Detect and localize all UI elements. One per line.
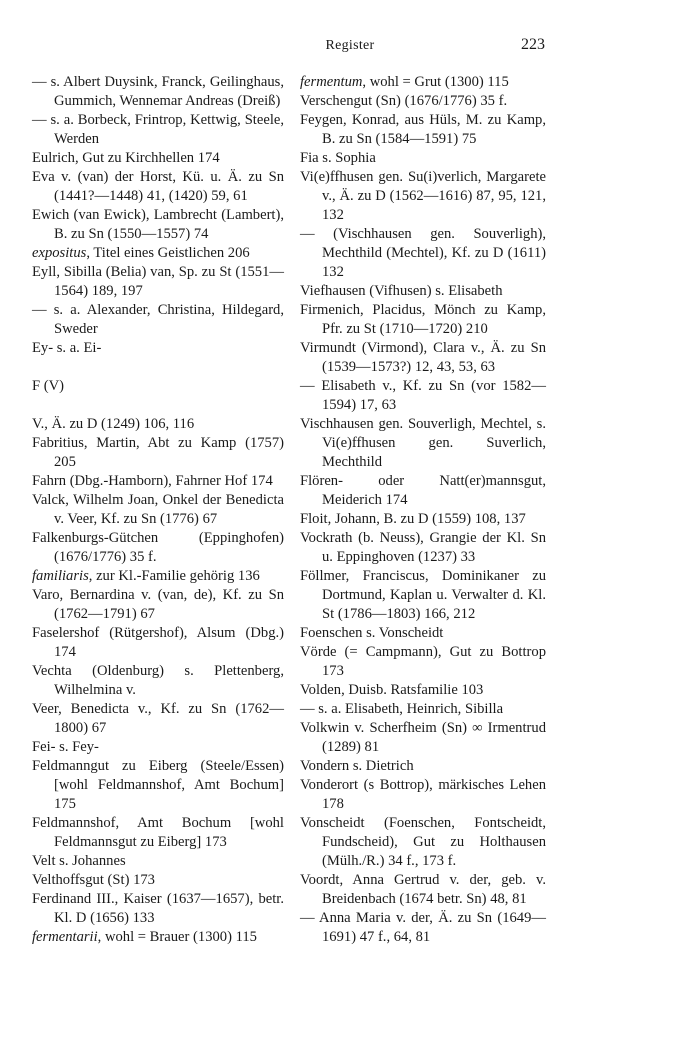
- index-entry: — Elisabeth v., Kf. zu Sn (vor 1582—1594) 17, 63: [300, 378, 546, 413]
- index-entry: Faselershof (Rütgershof), Alsum (Dbg.) 174: [32, 625, 284, 660]
- index-entry: Floit, Johann, B. zu D (1559) 108, 137: [300, 511, 526, 527]
- index-entry: Vischhausen gen. Souverligh, Mechtel, s. Vi(e)ffhusen gen. Suverlich, Mechthild: [300, 416, 546, 470]
- index-entry: [32, 244, 284, 263]
- index-entry: Fia s. Sophia: [300, 150, 376, 166]
- entry-rest: , wohl = Brauer (1300) 115: [97, 929, 257, 945]
- section-heading: F (V): [32, 378, 65, 394]
- index-entry: Eulrich, Gut zu Kirchhellen 174: [32, 150, 220, 166]
- index-entry: Virmundt (Virmond), Clara v., Ä. zu Sn (1539—1573?) 12, 43, 53, 63: [300, 340, 546, 375]
- index-entry: Feldmannshof, Amt Bochum [wohl Feldmannsgut zu Eiberg] 173: [32, 815, 284, 850]
- index-entry: Eva v. (van) der Horst, Kü. u. Ä. zu Sn (1441?—1448) 41, (1420) 59, 61: [32, 169, 284, 204]
- entry-rest: , Titel eines Geistlichen 206: [86, 245, 250, 261]
- index-entry: Ey- s. a. Ei-: [32, 340, 102, 356]
- index-entry: — s. a. Alexander, Christina, Hildegard, Sweder: [32, 302, 284, 337]
- index-entry: Fahrn (Dbg.-Hamborn), Fahrner Hof 174: [32, 473, 273, 489]
- index-entry: Voordt, Anna Gertrud v. der, geb. v. Breidenbach (1674 betr. Sn) 48, 81: [300, 872, 546, 907]
- index-entry: Velt s. Johannes: [32, 853, 126, 869]
- index-entry: Vörde (= Campmann), Gut zu Bottrop 173: [300, 644, 546, 679]
- left-column: [32, 73, 284, 947]
- index-entry: Volden, Duisb. Ratsfamilie 103: [300, 682, 484, 698]
- index-entry: Ferdinand III., Kaiser (1637—1657), betr. Kl. D (1656) 133: [32, 891, 284, 926]
- index-entry: — s. a. Borbeck, Frintrop, Kettwig, Steele, Werden: [32, 112, 284, 147]
- index-entry: Fabritius, Martin, Abt zu Kamp (1757) 205: [32, 435, 284, 470]
- entry-headword: fermentarii: [32, 929, 98, 945]
- index-entry: Viefhausen (Vifhusen) s. Elisabeth: [300, 283, 503, 299]
- index-entry: Föllmer, Franciscus, Dominikaner zu Dortmund, Kaplan u. Verwalter d. Kl. St (1786—1803) 166, 212: [300, 568, 546, 622]
- index-entry: Feldmanngut zu Eiberg (Steele/Essen) [wohl Feldmannshof, Amt Bochum] 175: [32, 758, 284, 812]
- page-number: 223: [521, 36, 545, 53]
- index-entry: Vi(e)ffhusen gen. Su(i)verlich, Margarete v., Ä. zu D (1562—1616) 87, 95, 121, 132: [300, 169, 546, 223]
- right-column: [300, 73, 546, 947]
- index-entry: [300, 73, 546, 92]
- index-entry: Falkenburgs-Gütchen (Eppinghofen) (1676/1776) 35 f.: [32, 530, 284, 565]
- index-entry: [32, 928, 284, 947]
- index-entry: — (Vischhausen gen. Souverligh), Mechthild (Mechtel), Kf. zu D (1611) 132: [300, 226, 546, 280]
- index-entry: Verschengut (Sn) (1676/1776) 35 f.: [300, 93, 508, 109]
- index-entry: Velthoffsgut (St) 173: [32, 872, 155, 888]
- index-entry: Varo, Bernardina v. (van, de), Kf. zu Sn (1762—1791) 67: [32, 587, 284, 622]
- index-entry: Flören- oder Natt(er)mannsgut, Meiderich 174: [300, 473, 546, 508]
- entry-headword: fermentum: [300, 74, 363, 90]
- index-entry: Vockrath (b. Neuss), Grangie der Kl. Sn u. Eppinghoven (1237) 33: [300, 530, 546, 565]
- index-entry: Veer, Benedicta v., Kf. zu Sn (1762—1800) 67: [32, 701, 284, 736]
- index-entry: [32, 567, 284, 586]
- index-entry: — s. Albert Duysink, Franck, Geilinghaus, Gummich, Wennemar Andreas (Dreiß): [32, 74, 284, 109]
- index-entry: Vonderort (s Bottrop), märkisches Lehen 178: [300, 777, 546, 812]
- index-entry: Volkwin v. Scherfheim (Sn) ∞ Irmentrud (1289) 81: [300, 720, 546, 755]
- index-entry: Valck, Wilhelm Joan, Onkel der Benedicta v. Veer, Kf. zu Sn (1776) 67: [32, 492, 284, 527]
- entry-rest: , zur Kl.-Familie gehörig 136: [88, 568, 260, 584]
- index-entry: Vondern s. Dietrich: [300, 758, 414, 774]
- index-entry: Eyll, Sibilla (Belia) van, Sp. zu St (1551—1564) 189, 197: [32, 264, 284, 299]
- index-entry: Feygen, Konrad, aus Hüls, M. zu Kamp, B. zu Sn (1584—1591) 75: [300, 112, 546, 147]
- entry-headword: familiaris: [32, 568, 89, 584]
- index-entry: Vechta (Oldenburg) s. Plettenberg, Wilhelmina v.: [32, 663, 284, 698]
- index-entry: Foenschen s. Vonscheidt: [300, 625, 444, 641]
- index-entry: Firmenich, Placidus, Mönch zu Kamp, Pfr. zu St (1710—1720) 210: [300, 302, 546, 337]
- index-entry: Ewich (van Ewick), Lambrecht (Lambert), B. zu Sn (1550—1557) 74: [32, 207, 284, 242]
- entry-rest: , wohl = Grut (1300) 115: [362, 74, 509, 90]
- index-entry: Fei- s. Fey-: [32, 739, 99, 755]
- running-title: Register: [325, 38, 375, 53]
- entry-headword: expositus: [32, 245, 87, 261]
- index-entry: Vonscheidt (Foenschen, Fontscheidt, Fundscheid), Gut zu Holthausen (Mülh./R.) 34 f., 173 f.: [300, 815, 546, 869]
- index-entry: — s. a. Elisabeth, Heinrich, Sibilla: [300, 701, 504, 717]
- index-entry: V., Ä. zu D (1249) 106, 116: [32, 416, 195, 432]
- index-entry: — Anna Maria v. der, Ä. zu Sn (1649—1691) 47 f., 64, 81: [300, 910, 546, 945]
